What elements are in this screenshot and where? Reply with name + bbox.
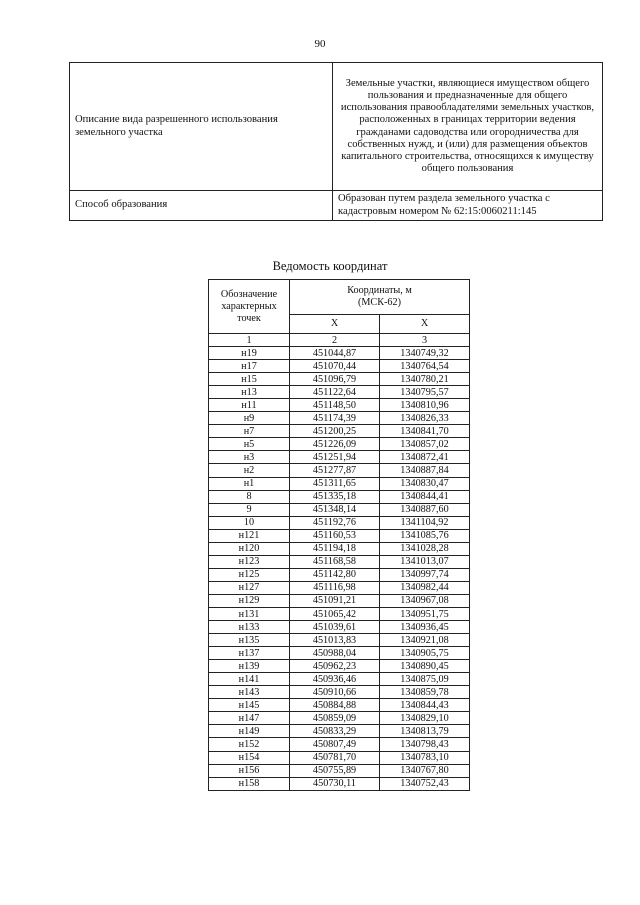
point-name: н11 (209, 399, 290, 412)
point-name: н141 (209, 673, 290, 686)
coord-x2: 1340780,21 (380, 373, 470, 386)
coord-x1: 450910,66 (290, 686, 380, 699)
point-name: н133 (209, 621, 290, 634)
table-row (209, 660, 470, 673)
coord-x2: 1340752,43 (380, 777, 470, 790)
table-row (209, 712, 470, 725)
table-row (209, 568, 470, 581)
usage-label: Описание вида разрешенного использования земельного участка (70, 63, 333, 191)
coord-x1: 451160,53 (290, 529, 380, 542)
point-name: н125 (209, 568, 290, 581)
coord-x2: 1340872,41 (380, 451, 470, 464)
coord-x2: 1340798,43 (380, 738, 470, 751)
coord-x1: 451200,25 (290, 425, 380, 438)
table-row (209, 360, 470, 373)
table-row (209, 399, 470, 412)
point-name: н143 (209, 686, 290, 699)
point-name: н17 (209, 360, 290, 373)
coord-x1: 451091,21 (290, 594, 380, 607)
coord-x1: 451013,83 (290, 634, 380, 647)
table-row (209, 634, 470, 647)
point-name: н152 (209, 738, 290, 751)
formation-value: Образован путем раздела земельного участка с кадастровым номером № 62:15:0060211:145 (333, 191, 603, 221)
point-name: н129 (209, 594, 290, 607)
point-name: н149 (209, 725, 290, 738)
point-name: н135 (209, 634, 290, 647)
coord-x2: 1340890,45 (380, 660, 470, 673)
coord-x2: 1340783,10 (380, 751, 470, 764)
point-name: н120 (209, 542, 290, 555)
header-x1: X (290, 315, 380, 334)
coord-x1: 451044,87 (290, 347, 380, 360)
point-name: н145 (209, 699, 290, 712)
table-row (209, 347, 470, 360)
point-name: н137 (209, 647, 290, 660)
point-name: 9 (209, 503, 290, 516)
coord-x2: 1340749,32 (380, 347, 470, 360)
coord-x2: 1340841,70 (380, 425, 470, 438)
table-row (209, 725, 470, 738)
coord-x1: 451148,50 (290, 399, 380, 412)
table-row (209, 373, 470, 386)
column-number-row (209, 334, 470, 347)
table-row (209, 673, 470, 686)
coord-x2: 1340875,09 (380, 673, 470, 686)
coord-x1: 451116,98 (290, 581, 380, 594)
coord-x1: 450884,88 (290, 699, 380, 712)
point-name: н131 (209, 607, 290, 620)
table-row (209, 594, 470, 607)
table-row (209, 425, 470, 438)
coord-x2: 1341104,92 (380, 516, 470, 529)
coord-x1: 450730,11 (290, 777, 380, 790)
coord-x1: 451348,14 (290, 503, 380, 516)
coord-x2: 1340844,41 (380, 490, 470, 503)
coord-x1: 451070,44 (290, 360, 380, 373)
table-row (209, 647, 470, 660)
point-name: н123 (209, 555, 290, 568)
point-name: н139 (209, 660, 290, 673)
coord-x1: 450833,29 (290, 725, 380, 738)
point-name: н156 (209, 764, 290, 777)
coord-x2: 1340813,79 (380, 725, 470, 738)
table-row (209, 738, 470, 751)
coord-x1: 451142,80 (290, 568, 380, 581)
coord-x1: 450755,89 (290, 764, 380, 777)
coord-x2: 1340795,57 (380, 386, 470, 399)
coord-x2: 1340997,74 (380, 568, 470, 581)
coord-x1: 450807,49 (290, 738, 380, 751)
formation-label: Способ образования (70, 191, 333, 221)
point-name: н19 (209, 347, 290, 360)
coord-x1: 451311,65 (290, 477, 380, 490)
coord-x2: 1340936,45 (380, 621, 470, 634)
table-row (209, 516, 470, 529)
table-row (209, 751, 470, 764)
point-name: 10 (209, 516, 290, 529)
coord-x2: 1340857,02 (380, 438, 470, 451)
point-name: н154 (209, 751, 290, 764)
coord-x1: 450936,46 (290, 673, 380, 686)
coord-x2: 1340921,08 (380, 634, 470, 647)
coord-x1: 451226,09 (290, 438, 380, 451)
coord-x2: 1341028,28 (380, 542, 470, 555)
point-name: н15 (209, 373, 290, 386)
table-row (209, 412, 470, 425)
coord-x2: 1340887,84 (380, 464, 470, 477)
coord-x1: 451335,18 (290, 490, 380, 503)
col-number: 2 (290, 334, 380, 347)
land-info-table (69, 62, 603, 221)
table-row (70, 191, 603, 221)
table-row (209, 621, 470, 634)
coord-x2: 1340830,47 (380, 477, 470, 490)
coord-x1: 451194,18 (290, 542, 380, 555)
page-number: 90 (314, 38, 326, 50)
point-name: н158 (209, 777, 290, 790)
table-row (209, 438, 470, 451)
coordinates-table (208, 279, 470, 791)
col-number: 3 (380, 334, 470, 347)
header-point: Обозначение характерных точек (209, 280, 290, 334)
coord-x2: 1341013,07 (380, 555, 470, 568)
coord-x1: 450781,70 (290, 751, 380, 764)
table-row (209, 490, 470, 503)
coord-x1: 451065,42 (290, 607, 380, 620)
coord-x2: 1341085,76 (380, 529, 470, 542)
coord-x1: 451277,87 (290, 464, 380, 477)
coord-x2: 1340982,44 (380, 581, 470, 594)
header-x2: X (380, 315, 470, 334)
coord-x2: 1340967,08 (380, 594, 470, 607)
col-number: 1 (209, 334, 290, 347)
point-name: н121 (209, 529, 290, 542)
point-name: 8 (209, 490, 290, 503)
table-row (209, 764, 470, 777)
coord-x1: 451168,58 (290, 555, 380, 568)
coord-x1: 451174,39 (290, 412, 380, 425)
coord-x2: 1340764,54 (380, 360, 470, 373)
coord-x2: 1340951,75 (380, 607, 470, 620)
point-name: н1 (209, 477, 290, 490)
coord-x2: 1340810,96 (380, 399, 470, 412)
usage-value: Земельные участки, являющиеся имуществом общего пользования и предназначенные для общего использования правообладателями земельных участков, расположенных в границах территории ведения гражданами садоводства или огородничества для собственных нужд, и (или) для размещения объектов капитального строительства, относящихся к имуществу общего пользования (333, 63, 603, 191)
coord-x2: 1340829,10 (380, 712, 470, 725)
table-row (209, 777, 470, 790)
coord-x2: 1340826,33 (380, 412, 470, 425)
point-name: н2 (209, 464, 290, 477)
header-coords-line1: Координаты, м (347, 285, 412, 296)
header-coords-line2: (МСК-62) (357, 297, 401, 308)
table-row (209, 386, 470, 399)
coord-x1: 450859,09 (290, 712, 380, 725)
point-name: н127 (209, 581, 290, 594)
table-row (209, 542, 470, 555)
table-row (209, 555, 470, 568)
table-row (209, 477, 470, 490)
coord-x1: 451192,76 (290, 516, 380, 529)
point-name: н3 (209, 451, 290, 464)
coord-x1: 451096,79 (290, 373, 380, 386)
table-row (209, 529, 470, 542)
coord-x2: 1340844,43 (380, 699, 470, 712)
coord-x1: 451039,61 (290, 621, 380, 634)
table-row (209, 607, 470, 620)
table-row (209, 464, 470, 477)
coords-table-title: Ведомость координат (272, 259, 388, 273)
coord-x1: 451122,64 (290, 386, 380, 399)
coord-x1: 450962,23 (290, 660, 380, 673)
table-row (70, 63, 603, 191)
point-name: н147 (209, 712, 290, 725)
table-row (209, 699, 470, 712)
point-name: н5 (209, 438, 290, 451)
coord-x2: 1340859,78 (380, 686, 470, 699)
coord-x1: 450988,04 (290, 647, 380, 660)
table-row (209, 686, 470, 699)
table-row (209, 503, 470, 516)
header-row (209, 280, 470, 315)
coord-x2: 1340887,60 (380, 503, 470, 516)
coord-x1: 451251,94 (290, 451, 380, 464)
point-name: н9 (209, 412, 290, 425)
point-name: н13 (209, 386, 290, 399)
table-row (209, 581, 470, 594)
coord-x2: 1340905,75 (380, 647, 470, 660)
header-coords (290, 280, 470, 315)
table-row (209, 451, 470, 464)
point-name: н7 (209, 425, 290, 438)
coord-x2: 1340767,80 (380, 764, 470, 777)
